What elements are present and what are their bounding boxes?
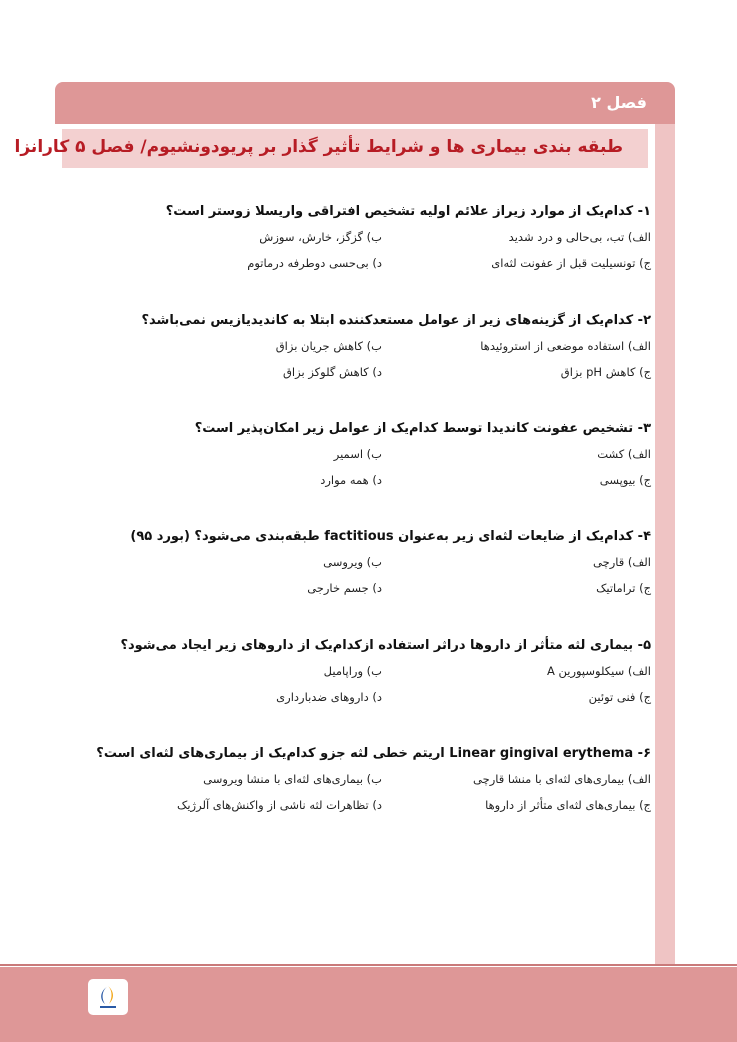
option-c: ج) کاهش pH بزاق (560, 365, 651, 379)
question-text: ۳- تشخیص عفونت کاندیدا توسط کدام‌یک از عوامل زیر امکان‌پذیر است؟ (194, 421, 651, 436)
option-a: الف) سیکلوسپورین A (546, 664, 651, 678)
option-c: ج) بیوپسی (599, 473, 651, 487)
option-a: الف) قارچی (593, 555, 651, 569)
option-d: د) بی‌حسی دوطرفه درماتوم (247, 256, 382, 270)
option-c: ج) تونسیلیت قبل از عفونت لثه‌ای (491, 256, 651, 270)
chapter-label: فصل ۲ (591, 93, 647, 112)
footer-divider (0, 964, 737, 966)
option-c: ج) فنی توئین (588, 690, 651, 704)
option-d: د) کاهش گلوکز بزاق (283, 365, 382, 379)
option-a: الف) استفاده موضعی از استروئیدها (480, 339, 651, 353)
question-text: ۵- بیماری لثه متأثر از داروها دراثر استفاده ازکدام‌یک از داروهای زیر ایجاد می‌شود؟ (120, 638, 651, 653)
title-band (14, 129, 648, 168)
question-text: ۲- کدام‌یک از گزینه‌های زیر از عوامل مستعدکننده ابتلا به کاندیدیازیس نمی‌باشد؟ (141, 313, 651, 328)
right-margin-strip (655, 124, 675, 966)
option-d: د) داروهای ضدبارداری (276, 690, 382, 704)
option-a: الف) بیماری‌های لثه‌ای با منشا قارچی (473, 772, 651, 786)
option-a: الف) تب، بی‌حالی و درد شدید (508, 230, 651, 244)
question-text: ۶- Linear gingival erythema اریتم خطی لثه جزو کدام‌یک از بیماری‌های لثه‌ای است؟ (96, 746, 651, 761)
option-d: د) همه موارد (320, 473, 382, 487)
option-b: ب) وراپامیل (323, 664, 382, 678)
option-b: ب) کاهش جریان بزاق (275, 339, 382, 353)
chapter-tab (55, 82, 675, 124)
question-text: ۱- کدام‌یک از موارد زیراز علائم اولیه تشخیص افتراقی واریسلا زوستر است؟ (165, 204, 651, 219)
option-a: الف) کشت (597, 447, 651, 461)
option-b: ب) اسمیر (333, 447, 382, 461)
page-title: طبقه بندی بیماری ها و شرایط تأثیر گذار بر پریودونشیوم/ فصل ۵ کارانزا (14, 137, 623, 157)
publisher-logo-icon (88, 979, 128, 1015)
publisher-logo (88, 979, 128, 1015)
option-d: د) جسم خارجی (307, 581, 382, 595)
question-text: ۴- کدام‌یک از ضایعات لثه‌ای زیر به‌عنوان factitious طبقه‌بندی می‌شود؟ (بورد ۹۵) (130, 529, 651, 544)
option-b: ب) بیماری‌های لثه‌ای با منشا ویروسی (203, 772, 382, 786)
option-b: ب) گزگز، خارش، سوزش (259, 230, 382, 244)
option-b: ب) ویروسی (323, 555, 382, 569)
option-c: ج) بیماری‌های لثه‌ای متأثر از داروها (485, 798, 651, 812)
option-d: د) تظاهرات لثه ناشی از واکنش‌های آلرژیک (177, 798, 382, 812)
option-c: ج) تراماتیک (596, 581, 651, 595)
